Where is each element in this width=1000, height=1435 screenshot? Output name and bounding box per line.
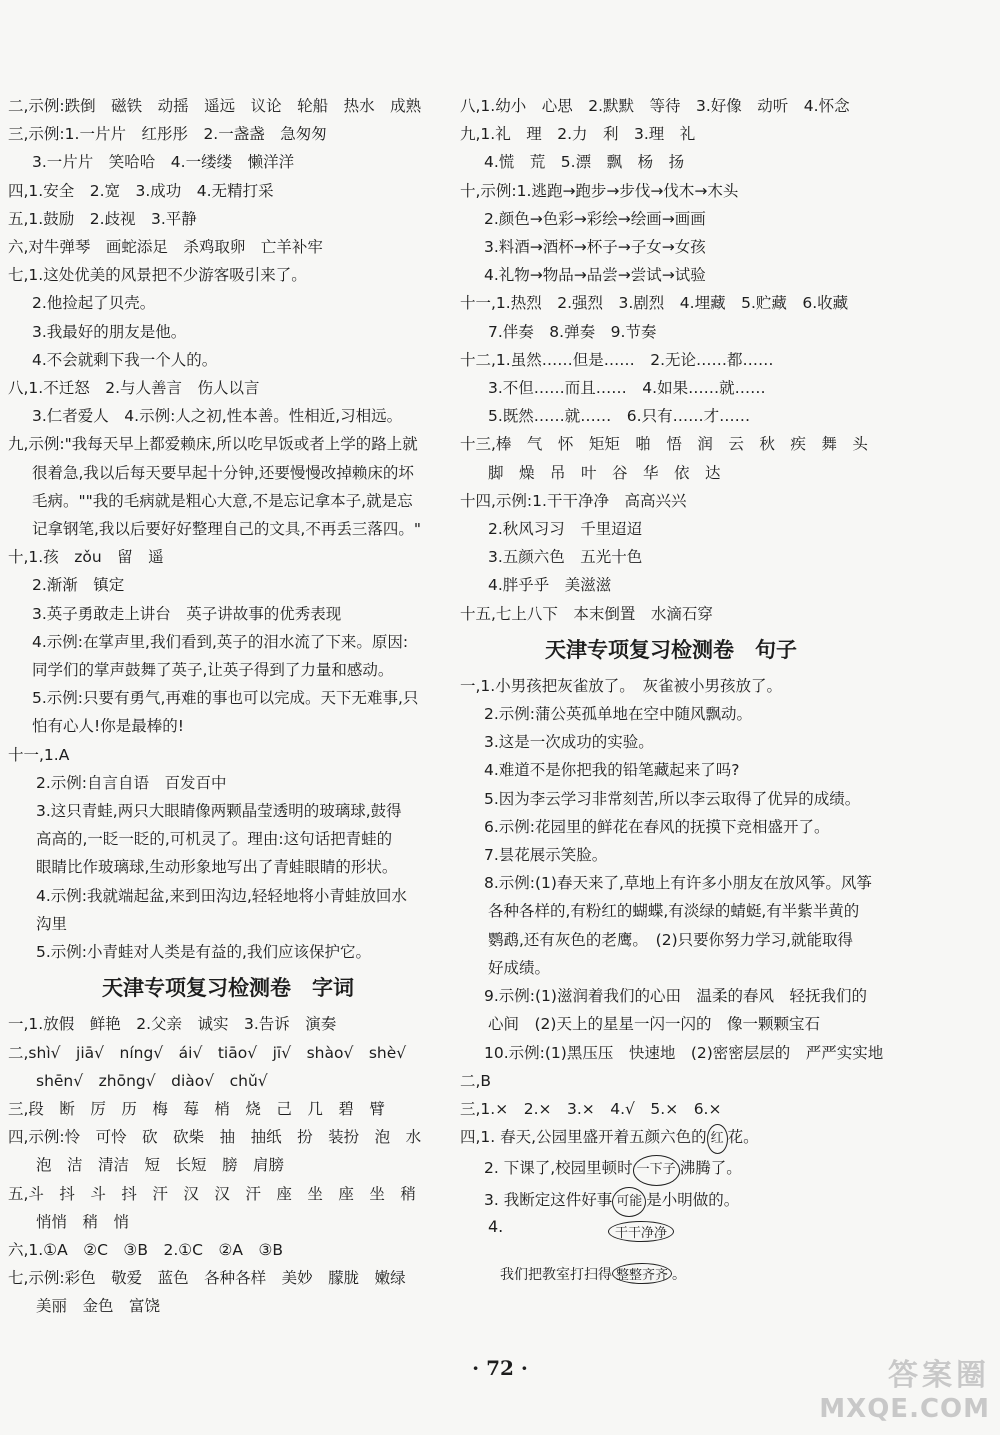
correction-text: 我断定这件好事: [503, 1190, 613, 1209]
watermark-text-en: MXQE.COM: [819, 1394, 990, 1424]
answer-line: 心间 (2)天上的星星一闪一闪的 像一颗颗宝石: [488, 1015, 820, 1034]
answer-line: 六,对牛弹琴 画蛇添足 杀鸡取卵 亡羊补牢: [8, 238, 323, 257]
answer-line: 十四,示例:1.干干净净 高高兴兴: [460, 491, 687, 510]
correction-text: 是小明做的。: [646, 1190, 740, 1209]
answer-line: 4.示例:我就端起盆,来到田沟边,轻轻地将小青蛙放回水: [36, 886, 407, 905]
answer-line: 10.示例:(1)黑压压 快速地 (2)密密层层的 严严实实地: [484, 1043, 884, 1062]
answer-line: 美丽 金色 富饶: [36, 1297, 161, 1316]
answer-line: 3.一片片 笑哈哈 4.一缕缕 懒洋洋: [32, 153, 295, 172]
answer-line: 很着急,我以后每天要早起十分钟,还要慢慢改掉赖床的坏: [32, 463, 414, 482]
answer-line: 8.示例:(1)春天来了,草地上有许多小朋友在放风筝。风筝: [484, 874, 872, 893]
correction-text: 春天,公园里盛开着五颜六色的: [500, 1128, 707, 1147]
answer-line: 7.昙花展示笑脸。: [484, 846, 608, 865]
answer-line: 2.渐渐 镇定: [32, 576, 125, 595]
answer-line: 4.示例:在掌声里,我们看到,英子的泪水流了下来。原因:: [32, 632, 409, 651]
correction-line-3: [460, 1186, 892, 1217]
answer-line: 三,1.× 2.× 3.× 4.√ 5.× 6.×: [460, 1099, 722, 1118]
answer-line: 十一,1.A: [8, 745, 70, 764]
answer-line: 鹦鹉,还有灰色的老鹰。 (2)只要你努力学习,就能取得: [488, 930, 854, 949]
correction-sentence-end: 。: [672, 1266, 687, 1283]
answer-line: 5.既然……就…… 6.只有……才……: [488, 407, 751, 426]
right-column: [460, 92, 892, 1297]
replacement-bubble: 干干净净: [608, 1221, 674, 1242]
answer-line: 三,示例:1.一片片 红彤彤 2.一盏盏 急匆匆: [8, 125, 327, 144]
correction-text: 沸腾了。: [679, 1159, 742, 1178]
answer-line: 二,shì√ jiā√ níng√ ái√ tiāo√ jī√ shào√ shè√: [8, 1043, 407, 1062]
answer-line: 七,1.这处优美的风景把不少游客吸引来了。: [8, 266, 307, 285]
answer-line: 3.我最好的朋友是他。: [32, 322, 187, 341]
answer-line: 九,1.礼 理 2.力 利 3.理 礼: [460, 125, 696, 144]
left-answers-part-b: [8, 1010, 448, 1320]
circled-word: 红: [707, 1124, 728, 1154]
right-answers-part-b: [460, 672, 892, 1123]
answer-line: 3.五颜六色 五光十色: [488, 548, 643, 567]
answer-line: 六,1.①A ②C ③B 2.①C ②A ③B: [8, 1240, 283, 1259]
answer-line: 2.他捡起了贝壳。: [32, 294, 156, 313]
answer-line: 十二,1.虽然……但是…… 2.无论……都……: [460, 350, 774, 369]
answer-line: 十一,1.热烈 2.强烈 3.剧烈 4.埋藏 5.贮藏 6.收藏: [460, 294, 849, 313]
correction-text: 花。: [727, 1128, 759, 1147]
answer-line: 五,1.鼓励 2.歧视 3.平静: [8, 209, 197, 228]
left-answers-part-a: [8, 92, 448, 966]
answer-line: 五,斗 抖 斗 抖 汗 汉 汉 汗 座 坐 座 坐 稍: [8, 1184, 416, 1203]
answer-line: 沟里: [36, 914, 68, 933]
page-number: · 72 ·: [472, 1356, 528, 1380]
answer-line: 3.仁者爱人 4.示例:人之初,性本善。性相近,习相远。: [32, 407, 403, 426]
answer-line: 9.示例:(1)滋润着我们的心田 温柔的春风 轻抚我们的: [484, 987, 867, 1006]
answer-line: 3.不但……而且…… 4.如果……就……: [488, 379, 766, 398]
answer-line: 3.这是一次成功的实验。: [484, 733, 654, 752]
answer-line: 二,B: [460, 1071, 492, 1090]
correction-line-1: [460, 1123, 892, 1154]
answer-line: 3.这只青蛙,两只大眼睛像两颗晶莹透明的玻璃球,鼓得: [36, 802, 402, 821]
correction-answers: [460, 1123, 892, 1297]
circled-word: 可能: [612, 1187, 646, 1217]
answer-line: 5.因为李云学习非常刻苦,所以李云取得了优异的成绩。: [484, 789, 861, 808]
correction-line-4: [460, 1217, 892, 1297]
correction-number: 3.: [484, 1190, 499, 1209]
answer-line: 高高的,一眨一眨的,可机灵了。理由:这句话把青蛙的: [36, 830, 393, 849]
answer-line: 3.英子勇敢走上讲台 英子讲故事的优秀表现: [32, 604, 342, 623]
section-title-sentences: 天津专项复习检测卷 句子: [545, 636, 797, 662]
answer-line: 七,示例:彩色 敬爱 蓝色 各种各样 美妙 朦胧 嫩绿: [8, 1269, 406, 1288]
answer-line: 5.示例:小青蛙对人类是有益的,我们应该保护它。: [36, 943, 371, 962]
watermark-logo: [819, 1350, 990, 1424]
answer-line: 泡 洁 清洁 短 长短 膀 肩膀: [36, 1156, 285, 1175]
answer-line: 记拿钢笔,我以后要好好整理自己的文具,不再丢三落四。": [32, 520, 421, 539]
answer-line: 同学们的掌声鼓舞了英子,让英子得到了力量和感动。: [32, 661, 394, 680]
answer-line: 4.礼物→物品→品尝→尝试→试验: [484, 266, 706, 285]
answer-line: 2.示例:自言自语 百发百中: [36, 773, 227, 792]
answer-line: 脚 燥 吊 叶 谷 华 依 达: [488, 463, 721, 482]
answer-line: 二,示例:跌倒 磁铁 动摇 遥远 议论 轮船 热水 成熟: [8, 97, 422, 115]
correction-number: 4.: [488, 1216, 504, 1236]
answer-line: 2.秋风习习 千里迢迢: [488, 520, 643, 539]
answer-line: 3.料酒→酒杯→杯子→子女→女孩: [484, 238, 706, 257]
answer-line: 4.慌 荒 5.漂 飘 杨 扬: [484, 153, 685, 172]
section-title-words: 天津专项复习检测卷 字词: [102, 975, 354, 1001]
answer-line: 4.难道不是你把我的铅笔藏起来了吗?: [484, 761, 740, 780]
answer-line: 八,1.幼小 心思 2.默默 等待 3.好像 动听 4.怀念: [460, 97, 850, 115]
answer-line: 2.示例:蒲公英孤单地在空中随风飘动。: [484, 705, 753, 724]
answer-line: 怕有心人!你是最棒的!: [32, 717, 184, 736]
answer-line: 4.胖乎乎 美滋滋: [488, 576, 612, 595]
answer-line: 好成绩。: [488, 958, 551, 977]
answer-line: 毛病。""我的毛病就是粗心大意,不是忘记拿本子,就是忘: [32, 491, 413, 510]
answer-line: 4.不会就剩下我一个人的。: [32, 350, 218, 369]
answer-line: 四,1.安全 2.宽 3.成功 4.无精打采: [8, 181, 274, 200]
answer-line: 十,示例:1.逃跑→跑步→步伐→伐木→木头: [460, 181, 739, 200]
answer-line: 眼睛比作玻璃球,生动形象地写出了青蛙眼睛的形状。: [36, 858, 398, 877]
correction-sentence: 我们把教室打扫得: [500, 1266, 612, 1283]
answer-line: 各种各样的,有粉红的蝴蝶,有淡绿的蜻蜓,有半紫半黄的: [488, 902, 860, 921]
answer-line: shēn√ zhōng√ diào√ chǔ√: [36, 1071, 268, 1090]
answer-line: 八,1.不迁怒 2.与人善言 伤人以言: [8, 379, 260, 398]
correction-text: 下课了,校园里顿时: [503, 1159, 633, 1178]
right-answers-part-a: [460, 92, 892, 628]
answer-line: 7.伴奏 8.弹奏 9.节奏: [488, 322, 657, 341]
answer-line: 悄悄 稍 悄: [36, 1212, 130, 1231]
answer-line: 2.颜色→色彩→彩绘→绘画→画画: [484, 209, 706, 228]
circled-word: 一下子: [633, 1155, 680, 1185]
correction-number: 2.: [484, 1159, 499, 1178]
answer-line: 十五,七上八下 本末倒置 水滴石穿: [460, 604, 713, 623]
answer-line: 十三,棒 气 怀 矩矩 啪 悟 润 云 秋 疾 舞 头: [460, 435, 868, 454]
answer-line: 四,示例:怜 可怜 砍 砍柴 抽 抽纸 扮 装扮 泡 水: [8, 1128, 422, 1147]
answer-line: 一,1.小男孩把灰雀放了。 灰雀被小男孩放了。: [460, 676, 782, 695]
answer-line: 十,1.孩 zǒu 留 遥: [8, 548, 164, 567]
left-column: [8, 92, 448, 1321]
correction-text: [500, 1263, 686, 1284]
answer-line: 6.示例:花园里的鲜花在春风的抚摸下竞相盛开了。: [484, 817, 830, 836]
correction-label: 四,1.: [460, 1128, 496, 1147]
answer-line: 三,段 断 厉 历 梅 莓 梢 烧 己 几 碧 臂: [8, 1099, 385, 1118]
answer-line: 一,1.放假 鲜艳 2.父亲 诚实 3.告诉 演奏: [8, 1015, 337, 1034]
correction-line-2: [460, 1154, 892, 1185]
answer-line: 九,示例:"我每天早上都爱赖床,所以吃早饭或者上学的路上就: [8, 435, 418, 454]
circled-word: 整整齐齐: [612, 1263, 672, 1284]
watermark-text-cn: 答案圈: [888, 1358, 990, 1393]
answer-line: 5.示例:只要有勇气,再难的事也可以完成。天下无难事,只: [32, 689, 419, 708]
